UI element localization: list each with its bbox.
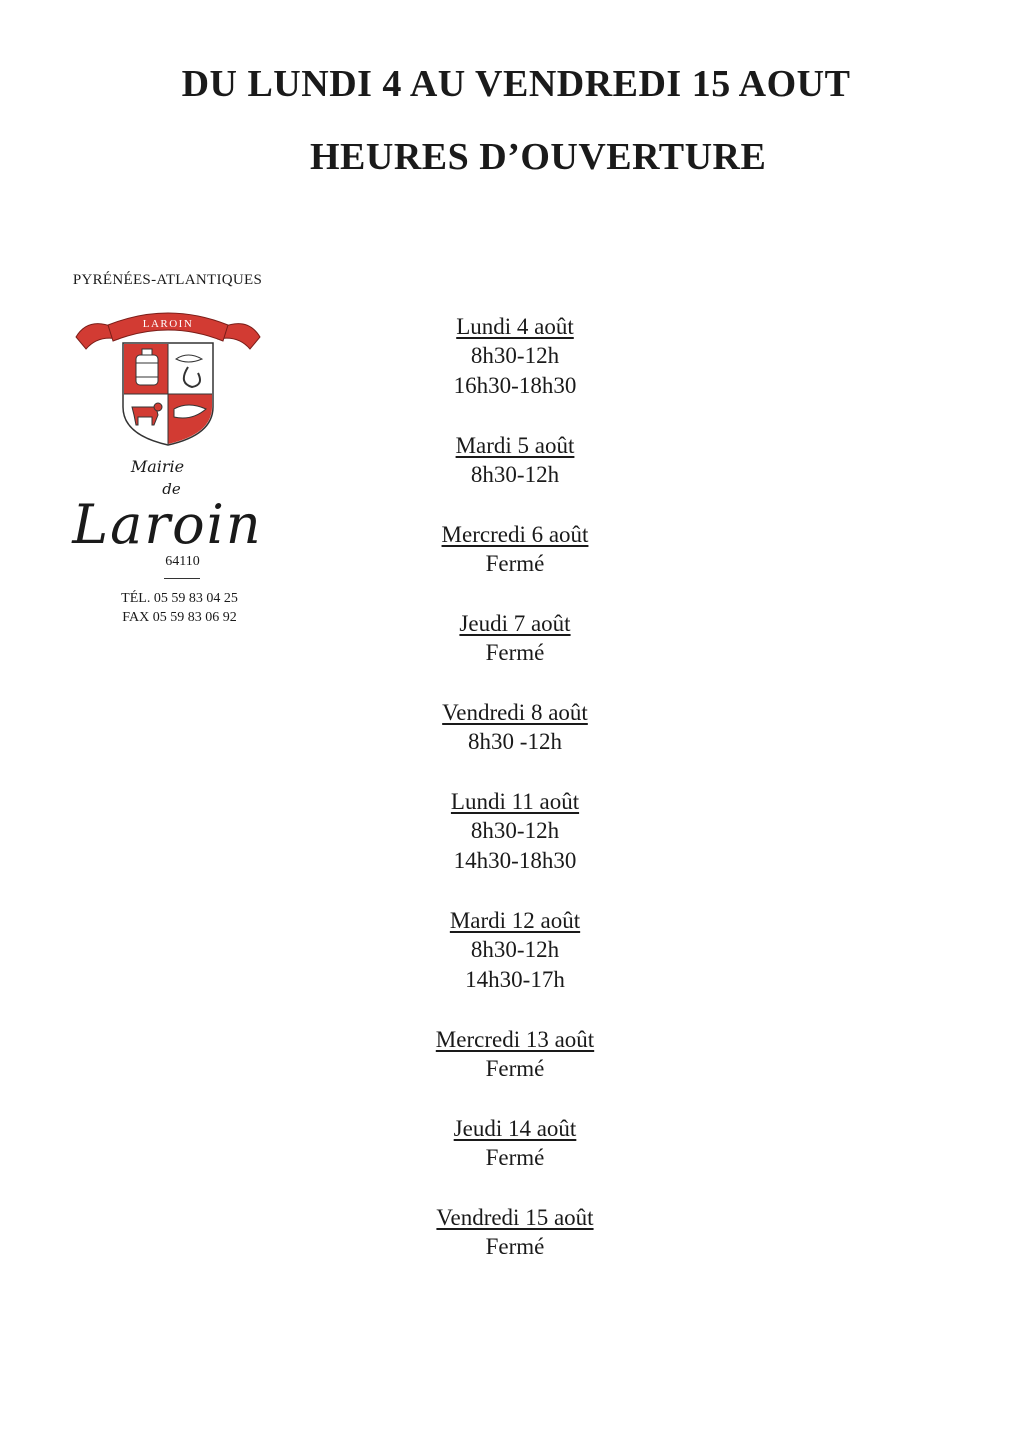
opening-hours-list — [365, 312, 665, 1292]
page-title: DU LUNDI 4 AU VENDREDI 15 AOUT — [181, 63, 851, 105]
day-name: Lundi 4 août — [456, 314, 574, 339]
time-slot: Fermé — [485, 551, 545, 576]
time-slot: 8h30 -12h — [468, 729, 562, 754]
day-entry — [365, 431, 665, 490]
day-name: Lundi 11 août — [450, 789, 580, 814]
letterhead-de: de — [162, 480, 181, 498]
time-slot: 14h30-17h — [465, 967, 565, 992]
time-slot: Fermé — [485, 1234, 545, 1259]
letterhead-mairie: Mairie — [130, 457, 185, 476]
letterhead-postcode: 64110 — [165, 554, 200, 569]
letterhead-region: PYRÉNÉES-ATLANTIQUES — [72, 272, 263, 288]
day-name: Jeudi 14 août — [453, 1116, 577, 1141]
day-entry — [365, 1203, 665, 1262]
letterhead — [55, 272, 280, 627]
time-slot: 8h30-12h — [470, 937, 560, 962]
letterhead-town: Laroin — [72, 493, 263, 556]
day-entry — [365, 1114, 665, 1173]
day-name: Mercredi 6 août — [441, 522, 589, 547]
day-entry — [365, 787, 665, 876]
letterhead-divider — [164, 578, 200, 579]
day-entry — [365, 312, 665, 401]
time-slot: 8h30-12h — [470, 462, 560, 487]
day-entry — [365, 609, 665, 668]
time-slot: 8h30-12h — [470, 818, 560, 843]
page-subtitle: HEURES D’OUVERTURE — [310, 136, 767, 178]
time-slot: 16h30-18h30 — [453, 373, 577, 398]
time-slot: Fermé — [485, 1145, 545, 1170]
day-name: Mercredi 13 août — [435, 1027, 595, 1052]
time-slot: 14h30-18h30 — [453, 848, 577, 873]
time-slot: Fermé — [485, 640, 545, 665]
time-slot: 8h30-12h — [470, 343, 560, 368]
town-crest-icon — [68, 297, 268, 447]
crest-banner-text: LAROIN — [142, 318, 193, 330]
letterhead-tel: TÉL. 05 59 83 04 25 — [121, 591, 238, 606]
day-entry — [365, 1025, 665, 1084]
day-name: Mardi 12 août — [449, 908, 581, 933]
letterhead-fax: FAX 05 59 83 06 92 — [122, 610, 237, 625]
day-entry — [365, 698, 665, 757]
time-slot: Fermé — [485, 1056, 545, 1081]
day-name: Vendredi 15 août — [436, 1205, 594, 1230]
day-name: Jeudi 7 août — [459, 611, 571, 636]
letterhead-contact — [79, 589, 280, 627]
day-entry — [365, 520, 665, 579]
day-name: Vendredi 8 août — [442, 700, 588, 725]
day-entry — [365, 906, 665, 995]
day-name: Mardi 5 août — [455, 433, 575, 458]
